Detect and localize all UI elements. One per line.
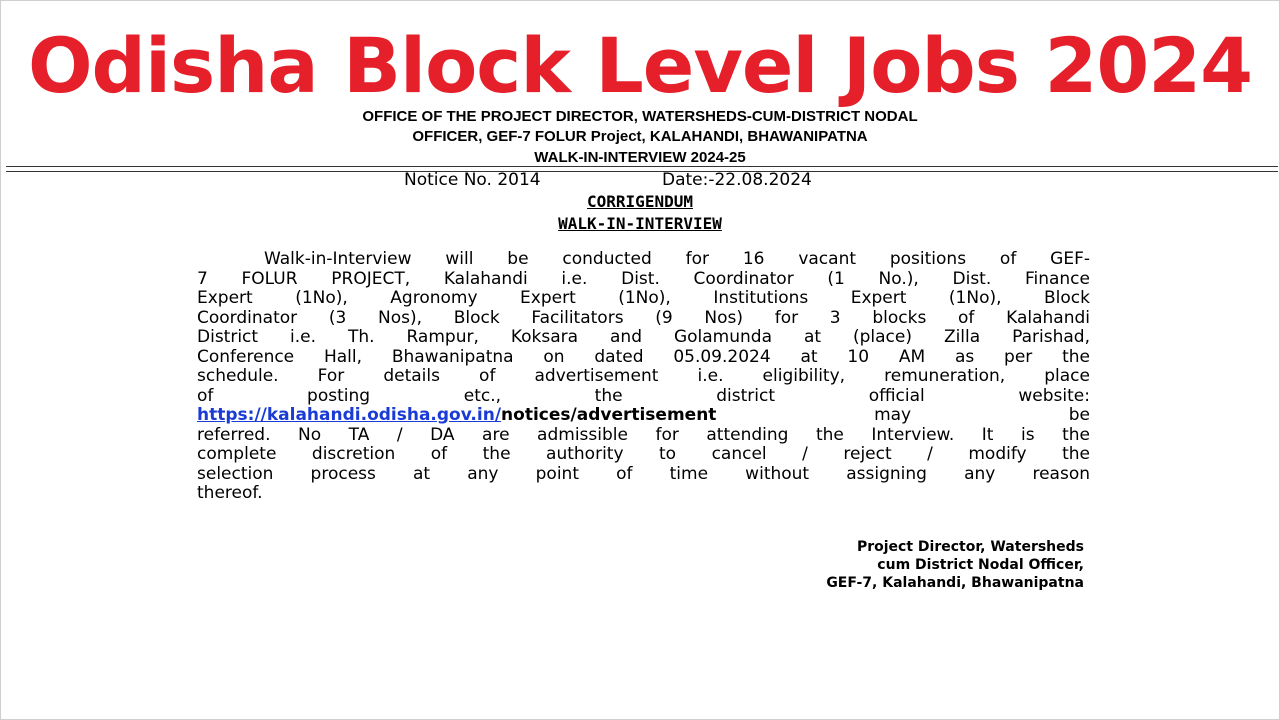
signature-line-3: GEF-7, Kalahandi, Bhawanipatna [826, 575, 1084, 591]
notice-body [197, 250, 1090, 504]
corrigendum-heading: CORRIGENDUM [587, 192, 693, 211]
body-line: Coordinator (3 Nos), Block Facilitators (9 Nos) for 3 blocks of Kalahandi [197, 308, 1090, 328]
body-link-line [197, 406, 1090, 426]
body-line: Expert (1No), Agronomy Expert (1No), Institutions Expert (1No), Block [197, 289, 1090, 308]
link-path: notices/advertisement [501, 406, 717, 425]
office-header-line-2: OFFICER, GEF-7 FOLUR Project, KALAHANDI, BHAWANIPATNA [412, 128, 868, 145]
body-line: thereof. [197, 484, 263, 503]
walk-in-heading: WALK-IN-INTERVIEW [558, 214, 722, 233]
notice-date: Date:-22.08.2024 [662, 170, 812, 190]
body-line: referred. No TA / DA are admissible for attending the Interview. It is the [197, 425, 1090, 445]
notice-number: Notice No. 2014 [404, 170, 541, 190]
body-line: schedule. For details of advertisement i.e. eligibility, remuneration, place [197, 367, 1090, 386]
body-line: Conference Hall, Bhawanipatna on dated 05.09.2024 at 10 AM as per the [197, 347, 1090, 367]
body-line: 7 FOLUR PROJECT, Kalahandi i.e. Dist. Coordinator (1 No.), Dist. Finance [197, 269, 1090, 289]
office-header-line-3: WALK-IN-INTERVIEW 2024-25 [534, 149, 746, 166]
signature-line-1: Project Director, Watersheds [856, 539, 1084, 555]
header-divider-top [6, 166, 1278, 167]
body-line: complete discretion of the authority to cancel / reject / modify the [197, 445, 1090, 464]
banner-title: Odisha Block Level Jobs 2024 [27, 21, 1253, 110]
body-line: selection process at any point of time without assigning any reason [197, 464, 1090, 484]
header-divider-bottom [6, 171, 1278, 172]
district-website-link[interactable]: https://kalahandi.odisha.gov.in/ [197, 406, 502, 425]
link-tail: may be [874, 406, 1090, 425]
body-line: of posting etc., the district official website: [197, 386, 1090, 406]
body-line: Walk-in-Interview will be conducted for 16 vacant positions of GEF- [264, 250, 1090, 269]
signature-block [826, 538, 1084, 592]
body-line: District i.e. Th. Rampur, Koksara and Golamunda at (place) Zilla Parishad, [197, 328, 1090, 347]
signature-line-2: cum District Nodal Officer, [877, 557, 1084, 573]
office-header-line-1: OFFICE OF THE PROJECT DIRECTOR, WATERSHEDS-CUM-DISTRICT NODAL [362, 108, 918, 125]
